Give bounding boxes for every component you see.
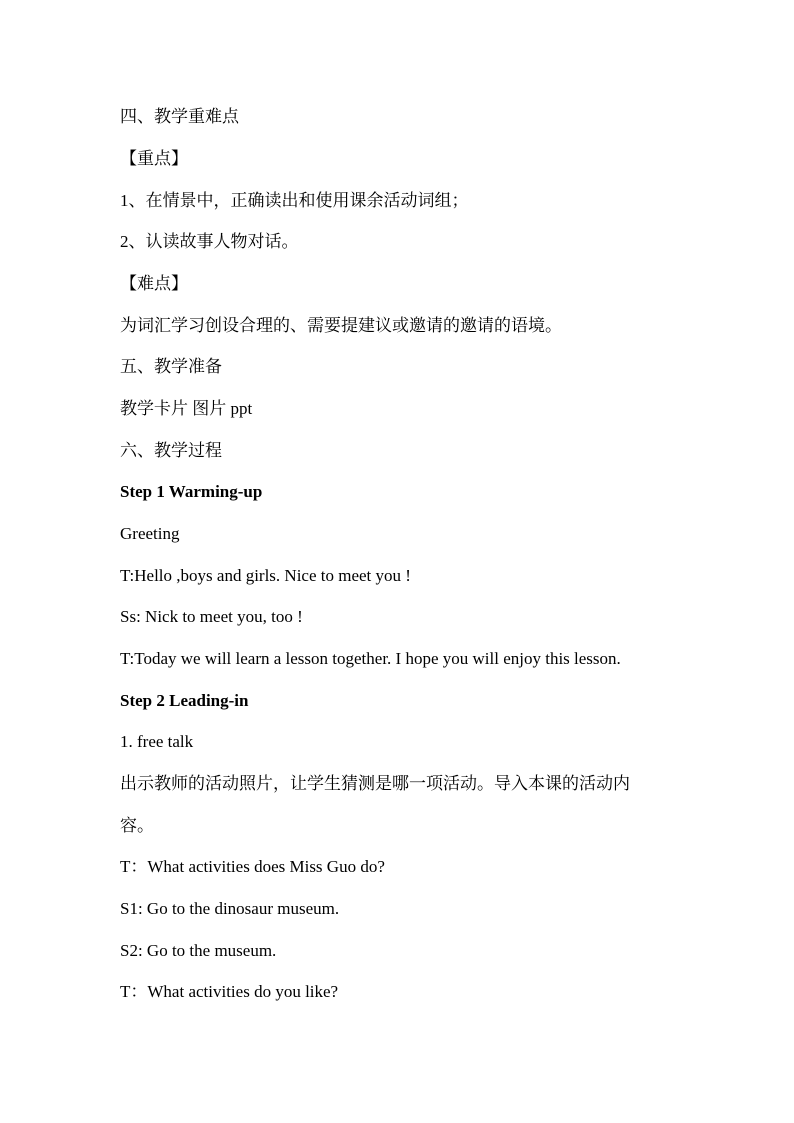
- free-talk-label: 1. free talk: [120, 732, 194, 751]
- subheading-difficult: 【难点】: [120, 274, 188, 293]
- subheading-key: 【重点】: [120, 149, 188, 168]
- key-point-2: 2、认读故事人物对话。: [120, 232, 299, 251]
- dialogue-line: S1: Go to the dinosaur museum.: [120, 899, 340, 918]
- step-2-heading: Step 2 Leading-in: [120, 691, 249, 710]
- section-heading-key-points: 四、教学重难点: [120, 107, 239, 126]
- difficult-point: 为词汇学习创设合理的、需要提建议或邀请的邀请的语境。: [120, 316, 562, 335]
- dialogue-line: T：What activities does Miss Guo do?: [120, 857, 385, 876]
- key-point-1: 1、在情景中，正确读出和使用课余活动词组；: [120, 191, 469, 210]
- dialogue-line: T:Hello ,boys and girls. Nice to meet you !: [120, 566, 411, 585]
- instruction-text: 出示教师的活动照片，让学生猜测是哪一项活动。导入本课的活动内: [120, 774, 630, 793]
- dialogue-line: S2: Go to the museum.: [120, 941, 277, 960]
- dialogue-line: Ss: Nick to meet you, too !: [120, 607, 303, 626]
- step-1-heading: Step 1 Warming-up: [120, 482, 263, 501]
- dialogue-line: T:Today we will learn a lesson together. I hope you will enjoy this lesson.: [120, 649, 621, 668]
- greeting-label: Greeting: [120, 524, 180, 543]
- dialogue-line: T：What activities do you like?: [120, 982, 339, 1001]
- section-heading-preparation: 五、教学准备: [120, 357, 222, 376]
- preparation-items: 教学卡片 图片 ppt: [120, 399, 253, 418]
- section-heading-process: 六、教学过程: [120, 441, 222, 460]
- instruction-text-continued: 容。: [120, 816, 154, 835]
